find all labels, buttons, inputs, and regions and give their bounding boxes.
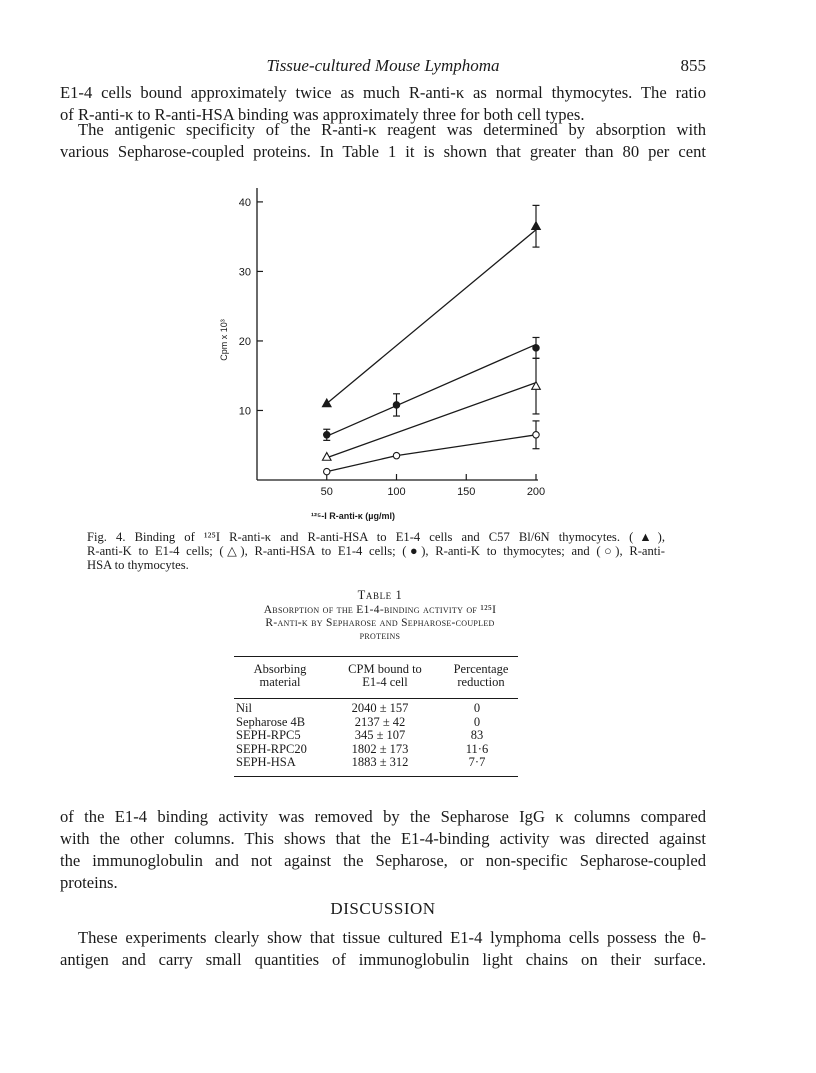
table-row xyxy=(236,716,518,730)
cell-reduction: 0 xyxy=(473,714,481,729)
series-line xyxy=(327,344,536,436)
table-bottom-rule xyxy=(234,776,518,777)
text-line: of R-anti-κ to R-anti-HSA binding was approximately three for both cell types. xyxy=(60,105,585,124)
figure-4-chart xyxy=(200,180,580,525)
x-tick-label: 150 xyxy=(457,486,476,498)
text-line: E1-4 cells bound approximately twice as much R-anti-κ as normal thymocytes. The ratio xyxy=(60,83,706,102)
table-caption-line: R-anti-κ by Sepharose and Sepharose-coupled xyxy=(265,617,495,629)
text-line: antigen and carry small quantities of immunoglobulin light chains on their surface. xyxy=(60,950,706,969)
table-row xyxy=(236,756,518,770)
table-caption xyxy=(220,604,540,643)
cell-cpm: 1802 ± 173 xyxy=(351,741,409,756)
data-point-marker xyxy=(324,468,330,474)
table-header-percentage-reduction xyxy=(444,663,518,689)
series-line xyxy=(327,435,536,472)
cell-cpm: 2137 ± 42 xyxy=(354,714,406,729)
x-axis-title: ¹²⁵-I R-anti-κ (µg/ml) xyxy=(311,511,395,521)
cell-reduction: 11·6 xyxy=(465,741,489,756)
header-line: Absorbing xyxy=(253,662,307,676)
text-line: proteins. xyxy=(60,873,118,892)
running-title: Tissue-cultured Mouse Lymphoma xyxy=(266,56,500,75)
x-tick-label: 200 xyxy=(526,486,546,498)
series-line xyxy=(327,230,536,404)
paragraph-4 xyxy=(60,927,706,971)
data-point-marker xyxy=(393,402,399,408)
cell-reduction: 7·7 xyxy=(468,755,486,769)
table-header-cpm-bound xyxy=(330,663,440,689)
cell-reduction: 0 xyxy=(473,701,481,715)
table-header-absorbing-material xyxy=(236,663,324,689)
running-header xyxy=(60,56,706,78)
header-line: reduction xyxy=(457,675,505,689)
header-line: material xyxy=(259,675,301,689)
series-line xyxy=(327,383,536,458)
cell-cpm: 345 ± 107 xyxy=(354,728,406,742)
table-row xyxy=(236,743,518,757)
cell-material: Sepharose 4B xyxy=(236,714,306,729)
text-line: These experiments clearly show that tissue cultured E1-4 lymphoma cells possess the θ- xyxy=(78,928,706,947)
cell-reduction: 83 xyxy=(470,728,484,742)
data-point-marker xyxy=(533,345,539,351)
y-tick-label: 20 xyxy=(238,335,251,348)
chart-ticks xyxy=(239,197,545,498)
chart-series xyxy=(322,205,540,474)
table-row xyxy=(236,702,518,716)
y-axis-title: Cpm x 10³ xyxy=(219,319,229,361)
cell-material: SEPH-RPC20 xyxy=(236,741,307,756)
table-body xyxy=(236,702,518,770)
cell-material: SEPH-HSA xyxy=(236,755,296,769)
page-number: 855 xyxy=(680,56,706,75)
cell-material: Nil xyxy=(236,701,252,715)
table-caption-line: Absorption of the E1-4-binding activity of ¹²⁵I xyxy=(263,604,497,616)
data-point-marker xyxy=(324,432,330,438)
header-line: E1-4 cell xyxy=(362,675,408,689)
table-row xyxy=(236,729,518,743)
chart-axes xyxy=(257,188,538,480)
figure-caption xyxy=(87,530,665,572)
text-line: the immunoglobulin and not against the Sepharose, or non-specific Sepharose-coupled xyxy=(60,851,706,870)
caption-line: HSA to thymocytes. xyxy=(87,558,189,572)
data-point-marker xyxy=(393,452,399,458)
cell-cpm: 1883 ± 312 xyxy=(351,755,409,769)
section-heading-discussion: DISCUSSION xyxy=(330,899,436,918)
y-tick-label: 40 xyxy=(238,196,251,209)
text-line: various Sepharose-coupled proteins. In Table 1 it is shown that greater than 80 per cent xyxy=(60,142,706,161)
text-line: of the E1-4 binding activity was removed by the Sepharose IgG κ columns compared xyxy=(60,807,706,826)
caption-line: Fig. 4. Binding of ¹²⁵I R-anti-κ and R-anti-HSA to E1-4 cells and C57 Bl/6N thymocytes. (▲), xyxy=(87,530,665,544)
data-point-marker xyxy=(533,432,539,438)
y-tick-label: 30 xyxy=(238,266,251,279)
x-tick-label: 100 xyxy=(387,486,406,498)
paragraph-3 xyxy=(60,806,706,894)
y-tick-label: 10 xyxy=(238,405,251,418)
paragraph-2 xyxy=(60,119,706,163)
header-line: Percentage xyxy=(453,662,509,676)
table-caption-line: proteins xyxy=(359,630,401,642)
cell-material: SEPH-RPC5 xyxy=(236,728,301,742)
table-title: Table 1 xyxy=(357,588,403,602)
text-line: with the other columns. This shows that the E1-4-binding activity was directed against xyxy=(60,829,706,848)
data-point-marker xyxy=(532,382,541,390)
cell-cpm: 2040 ± 157 xyxy=(351,701,409,715)
x-tick-label: 50 xyxy=(320,486,333,498)
text-line: The antigenic specificity of the R-anti-κ reagent was determined by absorption with xyxy=(78,120,706,139)
data-point-marker xyxy=(532,222,541,230)
caption-line: R-anti-K to E1-4 cells; (△), R-anti-HSA to E1-4 cells; (●), R-anti-K to thymocytes; and (○), R-anti- xyxy=(87,544,665,558)
header-line: CPM bound to xyxy=(348,662,422,676)
table-header-rule xyxy=(234,698,518,699)
table-top-rule xyxy=(234,656,518,657)
